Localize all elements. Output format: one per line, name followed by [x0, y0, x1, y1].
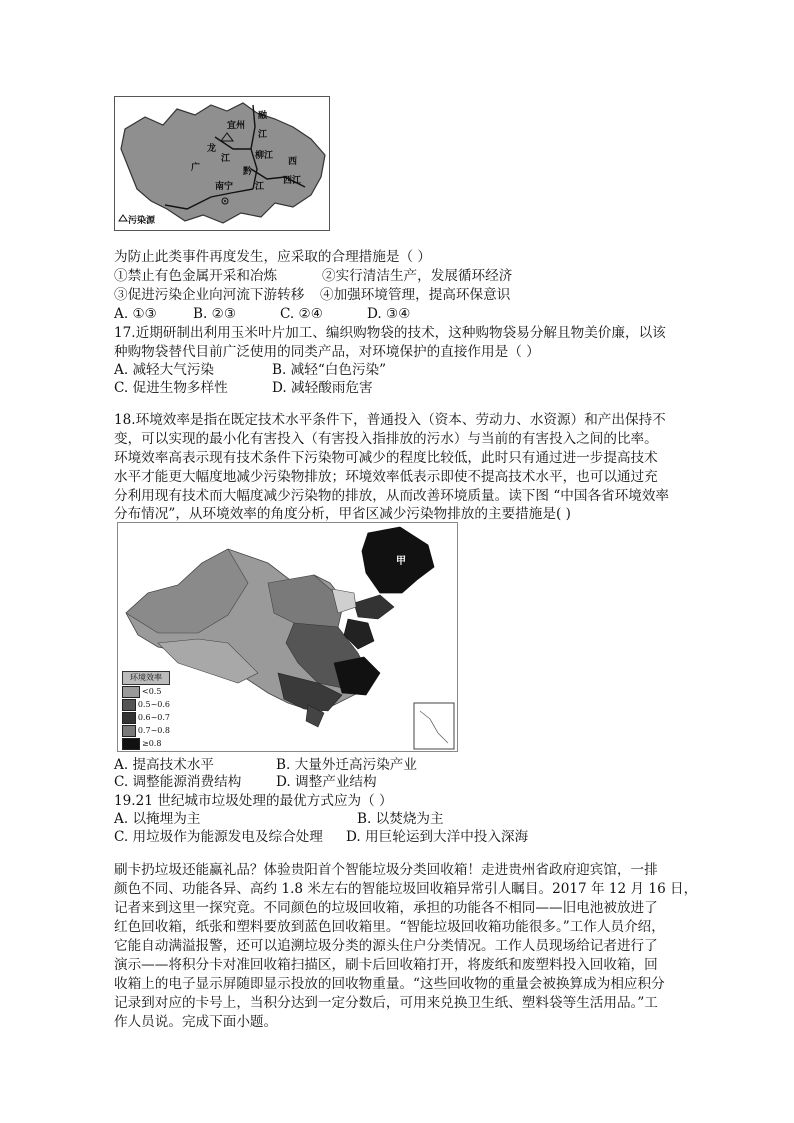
- q19-choice-c: C. 用垃圾作为能源发电及综合处理: [114, 829, 323, 845]
- q19-choice-a: A. 以掩埋为主: [114, 811, 201, 827]
- q16-opt-3: ③促进污染企业向河流下游转移: [114, 287, 305, 303]
- passage-line-5: 它能自动满溢报警，还可以追溯垃圾分类的源头住户分类情况。工作人员现场给记者进行了: [114, 938, 658, 954]
- q18-stem-5: 分利用现有技术而大幅度减少污染物的排放，从而改善环境质量。读下图 “中国各省环境效率: [114, 488, 670, 504]
- map-label: 柳江: [255, 151, 274, 161]
- q16-choice-d: D. ③④: [367, 306, 411, 322]
- map-label: 江: [255, 182, 265, 192]
- q17-stem-1: 17.近期研制出利用玉米叶片加工、编织购物袋的技术，这种购物袋易分解且物美价廉，以该: [114, 325, 666, 341]
- map-label: 西江: [283, 176, 302, 186]
- q18-stem-4: 水平才能更大幅度地减少污染物排放；环境效率低表示即使不提高技术水平，也可以通过充: [114, 469, 658, 485]
- q17-choice-b: B. 减轻“白色污染”: [272, 362, 387, 378]
- legend-item-label: 0.5~0.6: [137, 700, 170, 709]
- q17-choice-d: D. 减轻酸雨危害: [272, 380, 373, 396]
- q16-choice-a: A. ①③: [114, 306, 157, 322]
- q19-stem: 19.21 世纪城市垃圾处理的最优方式应为（ ）: [114, 793, 393, 809]
- passage-line-1: 刷卡扔垃圾还能赢礼品？体验贵阳首个智能垃圾分类回收箱！走进贵州省政府迎宾馆，一排: [114, 862, 658, 878]
- q18-stem-1: 18.环境效率是指在既定技术水平条件下，普通投入（资本、劳动力、水资源）和产出保持不: [114, 412, 666, 428]
- legend-swatch: [122, 738, 140, 750]
- legend-item-label: <0.5: [142, 687, 162, 696]
- legend-swatch: [122, 712, 136, 724]
- q18-choice-d: D. 调整产业结构: [276, 774, 377, 790]
- q18-stem-2: 变，可以实现的最小化有害投入（有害投入指排放的污水）与当前的有害投入之间的比率。: [114, 431, 658, 447]
- passage-line-8: 记录到对应的卡号上，当积分达到一定分数后，可用来兑换卫生纸、塑料袋等生活用品。”工: [114, 995, 658, 1011]
- q19-choice-b: B. 以焚烧为主: [357, 811, 444, 827]
- passage-line-4: 红色回收箱，纸张和塑料要放到蓝色回收箱里。“智能垃圾回收箱功能很多。”工作人员介绍，: [114, 919, 665, 935]
- passage-line-9: 作人员说。完成下面小题。: [114, 1014, 278, 1030]
- legend-item: [122, 685, 170, 698]
- map-label: 江: [258, 130, 268, 140]
- legend-swatch: [122, 699, 136, 711]
- legend-swatch: [122, 725, 136, 737]
- q17-choice-c: C. 促进生物多样性: [114, 380, 228, 396]
- q16-choice-c: C. ②④: [280, 306, 323, 322]
- province-jia-label: 甲: [396, 556, 406, 567]
- legend-item: [122, 724, 170, 737]
- q19-choice-d: D. 用巨轮运到大洋中投入深海: [346, 829, 529, 845]
- passage-line-6: 演示——将积分卡对准回收箱扫描区，刷卡后回收箱打开，将废纸和废塑料投入回收箱，回: [114, 957, 658, 973]
- q18-choice-a: A. 提高技术水平: [114, 757, 215, 773]
- q18-stem-6: 分布情况”，从环境效率的角度分析，甲省区减少污染物排放的主要措施是( ): [114, 506, 571, 522]
- legend-item: [122, 737, 170, 750]
- map-label: 江: [221, 154, 231, 164]
- map-label: 南宁: [215, 182, 234, 192]
- map-label: 宜州: [227, 121, 246, 131]
- map-legend-label: 污染源: [128, 216, 156, 226]
- q18-stem-3: 环境效率高表示现有技术条件下污染物可减少的程度比较低，此时只有通过进一步提高技术: [114, 450, 658, 466]
- q16-opt-1: ①禁止有色金属开采和冶炼: [114, 268, 278, 284]
- map-label: 龙: [207, 144, 217, 154]
- q16-choice-b: B. ②③: [193, 306, 237, 322]
- legend-title: 环境效率: [122, 671, 170, 685]
- q18-choice-c: C. 调整能源消费结构: [114, 774, 242, 790]
- map-label: 西: [288, 157, 298, 167]
- map-label: 广: [191, 163, 201, 173]
- q17-choice-a: A. 减轻大气污染: [114, 362, 215, 378]
- passage-line-7: 收箱上的电子显示屏随即显示投放的回收物重量。“这些回收物的重量会被换算成为相应积分: [114, 976, 665, 992]
- map-label: 融: [258, 111, 268, 121]
- legend-item: [122, 698, 170, 711]
- q16-opt-4: ④加强环境管理，提高环保意识: [320, 287, 511, 303]
- legend-item-label: ≥0.8: [142, 739, 162, 748]
- q18-choice-b: B. 大量外迁高污染产业: [276, 757, 417, 773]
- legend-item-label: 0.6~0.7: [137, 713, 170, 722]
- efficiency-legend: [122, 671, 170, 750]
- legend-item: [122, 711, 170, 724]
- legend-item-label: 0.7~0.8: [137, 726, 170, 735]
- q16-opt-2: ②实行清洁生产，发展循环经济: [322, 268, 513, 284]
- q16-stem: 为防止此类事件再度发生，应采取的合理措施是（ ）: [114, 249, 431, 265]
- passage-line-3: 记者来到这里一探究竟。不同颜色的垃圾回收箱，承担的功能各不相同——旧电池被放进了: [114, 900, 658, 916]
- china-efficiency-map: [117, 522, 458, 752]
- guangxi-pollution-map: [114, 96, 330, 231]
- legend-swatch: [122, 686, 140, 698]
- q17-stem-2: 种购物袋替代目前广泛使用的同类产品，对环境保护的直接作用是（ ）: [114, 344, 540, 360]
- map-label: 黔: [243, 167, 253, 177]
- passage-line-2: 颜色不同、功能各异、高约 1.8 米左右的智能垃圾回收箱异常引人瞩目。2017 年 12 月 16 日，: [114, 881, 698, 897]
